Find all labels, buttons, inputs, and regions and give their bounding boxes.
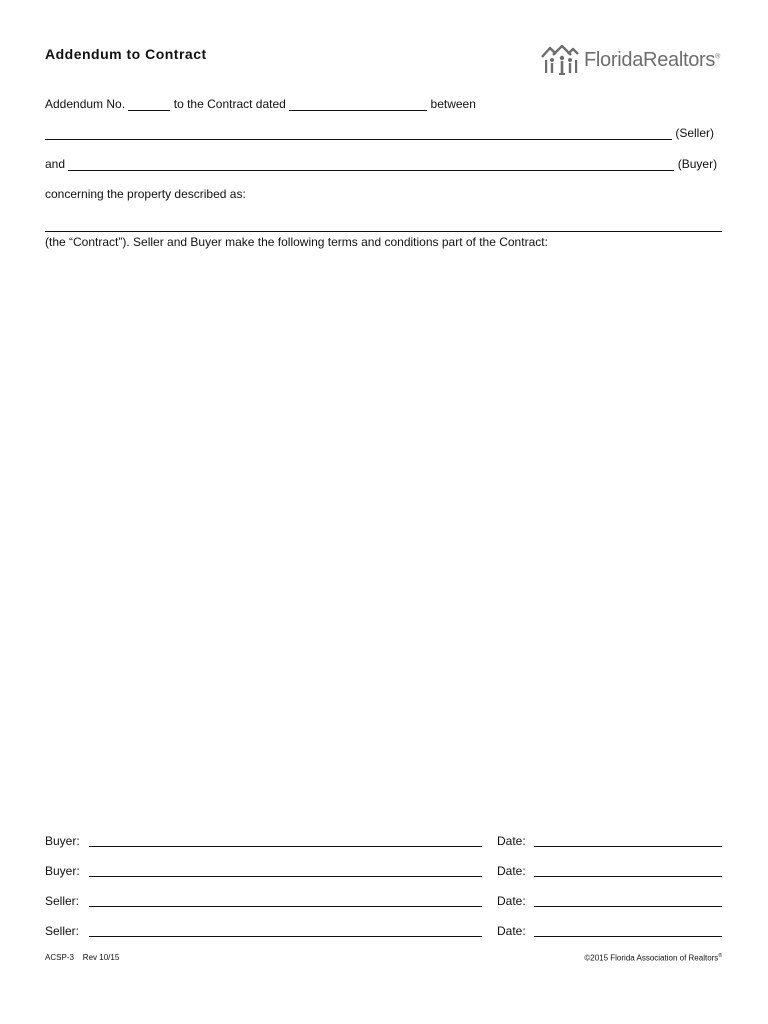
contract-terms-statement: (the “Contract”). Seller and Buyer make the following terms and conditions part of the Contract: bbox=[45, 235, 548, 249]
seller-line bbox=[45, 126, 714, 140]
signature-row bbox=[45, 924, 722, 940]
between-label: between bbox=[430, 97, 476, 111]
property-description-label: concerning the property described as: bbox=[45, 187, 246, 201]
logo-word-realtors: Realtors bbox=[643, 48, 716, 71]
addendum-number-line bbox=[45, 97, 476, 111]
date-field[interactable] bbox=[534, 906, 722, 907]
document-title: Addendum to Contract bbox=[45, 46, 207, 62]
addendum-no-label: Addendum No. bbox=[45, 97, 126, 111]
and-label: and bbox=[45, 157, 66, 171]
addendum-number-field[interactable] bbox=[128, 98, 170, 111]
logo-registered-mark: ® bbox=[715, 52, 720, 60]
signature-field[interactable] bbox=[89, 876, 482, 877]
seller-label: (Seller) bbox=[675, 126, 715, 140]
date-field[interactable] bbox=[534, 846, 722, 847]
buyer-line bbox=[45, 157, 717, 171]
florida-realtors-logo bbox=[540, 40, 720, 80]
date-field[interactable] bbox=[534, 876, 722, 877]
buyer-label: (Buyer) bbox=[677, 157, 718, 171]
buyer-name-field[interactable] bbox=[68, 158, 674, 171]
logo-word-florida: Florida bbox=[584, 48, 644, 71]
signature-field[interactable] bbox=[89, 906, 482, 907]
signature-field[interactable] bbox=[89, 846, 482, 847]
logo-wordmark bbox=[584, 49, 720, 72]
signature-label: Seller: bbox=[45, 894, 80, 908]
signature-label: Seller: bbox=[45, 924, 80, 938]
contract-dated-label: to the Contract dated bbox=[173, 97, 286, 111]
copyright-registered-mark: ® bbox=[718, 953, 722, 959]
date-field[interactable] bbox=[534, 936, 722, 937]
houses-people-icon bbox=[540, 43, 580, 77]
property-description-field[interactable] bbox=[45, 231, 722, 232]
signature-row bbox=[45, 894, 722, 910]
date-label: Date: bbox=[497, 864, 526, 878]
date-label: Date: bbox=[497, 834, 526, 848]
form-revision: Rev 10/15 bbox=[82, 953, 120, 962]
signature-label: Buyer: bbox=[45, 864, 80, 878]
copyright-text: ©2015 Florida Association of Realtors bbox=[584, 953, 719, 963]
form-identifier bbox=[45, 953, 119, 962]
form-id: ACSP-3 bbox=[45, 953, 74, 962]
signature-row bbox=[45, 864, 722, 880]
date-label: Date: bbox=[497, 894, 526, 908]
seller-name-field[interactable] bbox=[45, 127, 672, 140]
contract-date-field[interactable] bbox=[289, 98, 427, 111]
terms-conditions-area[interactable] bbox=[45, 256, 722, 816]
copyright-notice bbox=[584, 953, 722, 963]
signature-label: Buyer: bbox=[45, 834, 80, 848]
signature-row bbox=[45, 834, 722, 850]
signature-field[interactable] bbox=[89, 936, 482, 937]
date-label: Date: bbox=[497, 924, 526, 938]
